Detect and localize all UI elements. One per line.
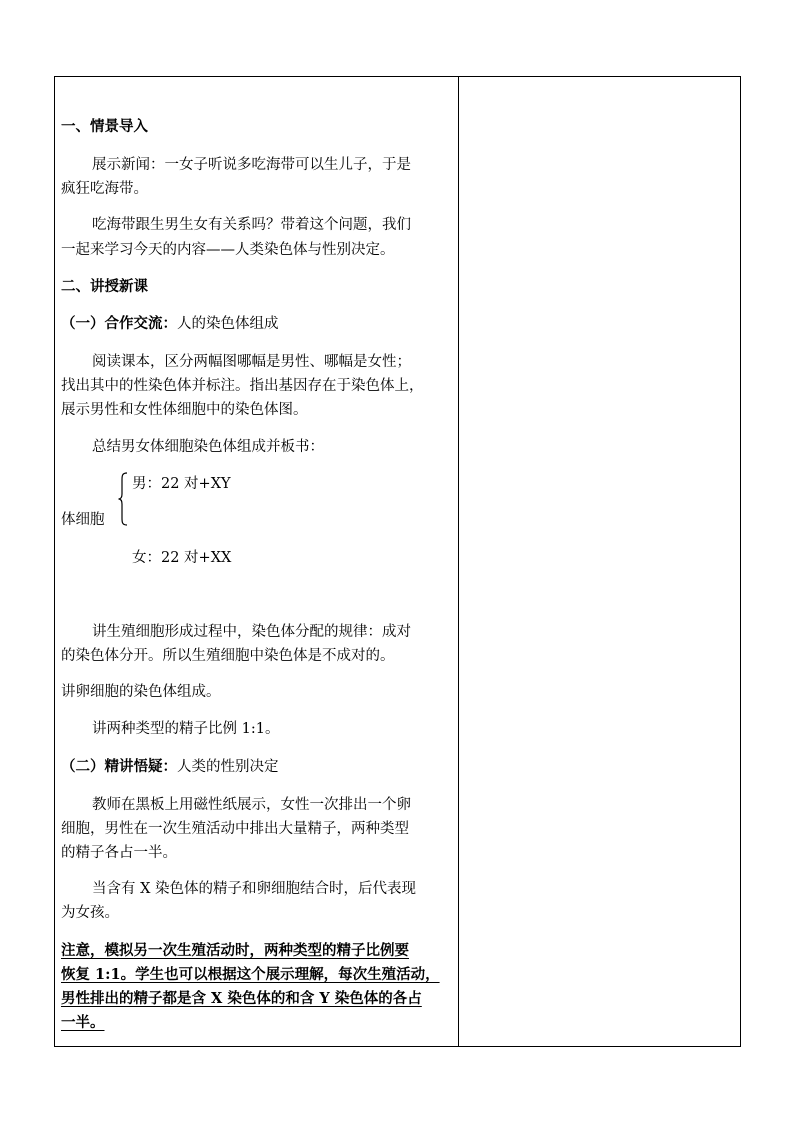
paragraph-line: 疯狂吃海带。 — [61, 181, 148, 197]
paragraph-line: 讲两种类型的精子比例 1:1。 — [92, 721, 280, 737]
subsection-label: （二）精讲悟疑： — [61, 758, 177, 775]
paragraph-line: 展示新闻：一女子听说多吃海带可以生儿子，于是 — [92, 157, 411, 173]
paragraph-line: 总结男女体细胞染色体组成并板书： — [92, 439, 324, 455]
paragraph-line: 一起来学习今天的内容——人类染色体与性别决定。 — [61, 242, 395, 258]
subsection-heading-1 — [61, 314, 279, 334]
section-heading-new-lesson: 二、讲授新课 — [61, 278, 148, 295]
paragraph-line: 找出其中的性染色体并标注。指出基因存在于染色体上， — [61, 378, 424, 394]
paragraph-line: 讲生殖细胞形成过程中，染色体分配的规律：成对 — [92, 624, 411, 640]
note-line: 一半。 — [61, 1014, 105, 1031]
paragraph-line: 展示男性和女性体细胞中的染色体图。 — [61, 402, 308, 418]
paragraph-line: 细胞，男性在一次生殖活动中排出大量精子，两种类型 — [61, 821, 409, 837]
paragraph-line: 教师在黑板上用磁性纸展示，女性一次排出一个卵 — [92, 797, 411, 813]
note-line: 男性排出的精子都是含 X 染色体的和含 Y 染色体的各占 — [61, 990, 422, 1007]
subsection-heading-2 — [61, 757, 279, 777]
paragraph-line: 讲卵细胞的染色体组成。 — [61, 684, 221, 700]
subsection-label: （一）合作交流： — [61, 315, 177, 332]
paragraph-line: 当含有 X 染色体的精子和卵细胞结合时，后代表现 — [92, 881, 417, 897]
left-brace-icon — [118, 472, 128, 526]
paragraph-line: 吃海带跟生男生女有关系吗？带着这个问题，我们 — [92, 217, 411, 233]
note-line: 注意，模拟另一次生殖活动时，两种类型的精子比例要 — [61, 942, 409, 959]
subsection-title: 人的染色体组成 — [177, 316, 279, 332]
notes-cell-empty — [459, 77, 740, 1046]
section-heading-intro: 一、情景导入 — [61, 118, 148, 135]
paragraph-line: 阅读课本，区分两幅图哪幅是男性、哪幅是女性； — [92, 354, 411, 370]
paragraph-line: 为女孩。 — [61, 905, 119, 921]
lesson-content-cell — [55, 77, 458, 1046]
note-line: 恢复 1:1。学生也可以根据这个展示理解，每次生殖活动， — [61, 966, 440, 983]
subsection-title: 人类的性别决定 — [177, 759, 279, 775]
diagram-female-formula: 女：22 对+XX — [132, 550, 232, 566]
lesson-table — [54, 76, 741, 1047]
diagram-label-somatic-cell: 体细胞 — [61, 512, 105, 528]
diagram-male-formula: 男：22 对+XY — [132, 476, 231, 492]
paragraph-line: 的精子各占一半。 — [61, 845, 177, 861]
paragraph-line: 的染色体分开。所以生殖细胞中染色体是不成对的。 — [61, 648, 395, 664]
